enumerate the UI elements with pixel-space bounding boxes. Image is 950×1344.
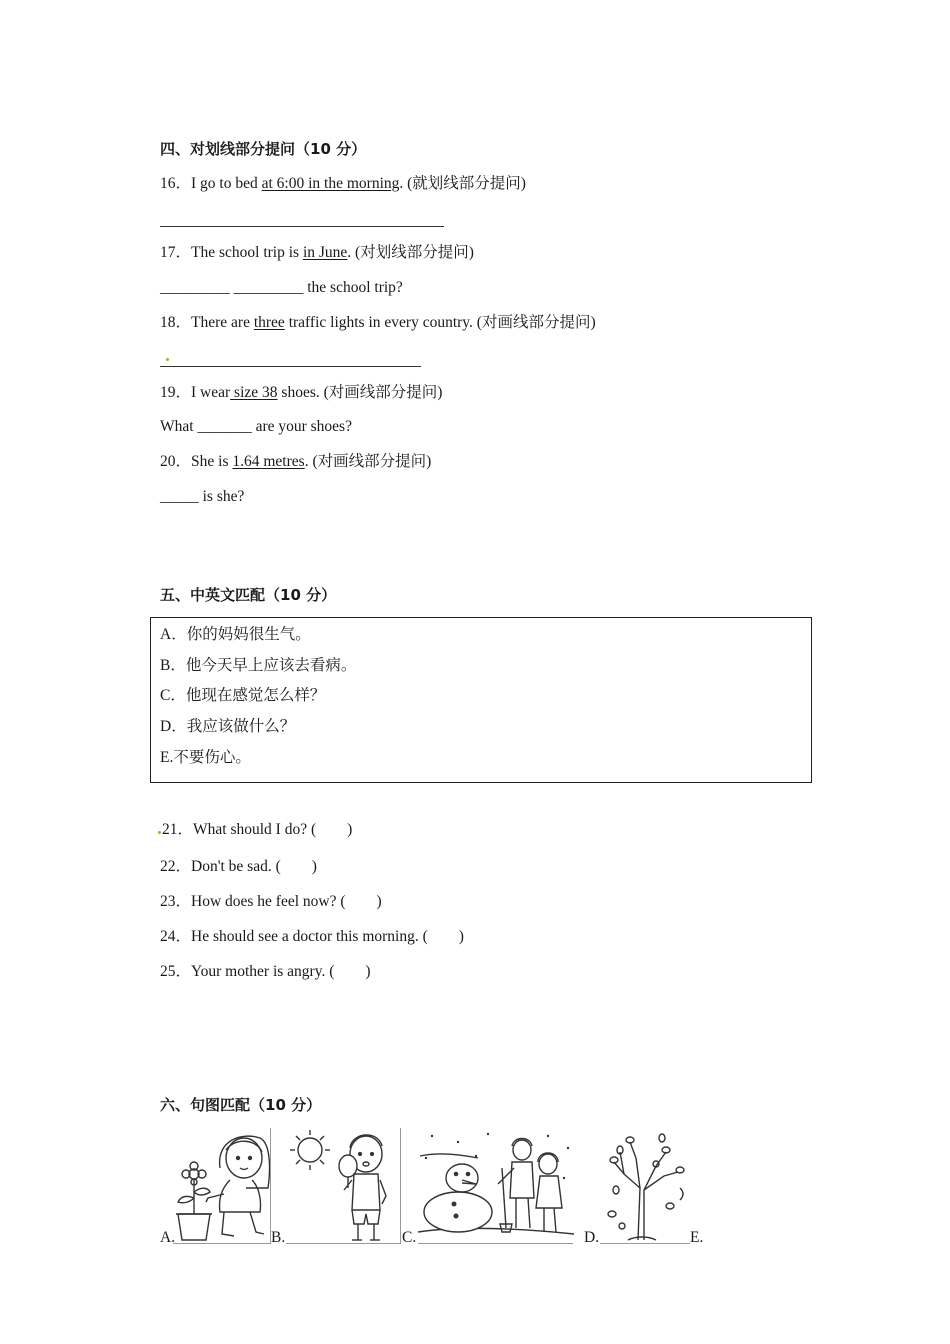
section-4-heading: 四、对划线部分提问（10 分） (160, 140, 367, 158)
question-instruction: . (对画线部分提问) (304, 453, 432, 470)
question-text: The school trip is (191, 244, 303, 261)
question-21: 21．What should I do? ( ) (162, 821, 353, 838)
picture-label-d: D. (584, 1229, 600, 1246)
question-instruction: . (对划线部分提问) (347, 244, 474, 261)
picture-label-b: B. (271, 1229, 286, 1246)
question-number: 20． (160, 453, 192, 470)
question-16 (160, 174, 526, 194)
stray-dot (158, 831, 161, 834)
answer-line-18[interactable] (160, 366, 421, 367)
question-instruction: . (就划线部分提问) (399, 175, 526, 192)
question-text: I go to bed (191, 175, 262, 192)
girl-watering-flower-picture (172, 1128, 272, 1246)
picture-label-e: E. (690, 1229, 704, 1246)
question-text: I wear (191, 384, 231, 401)
question-25: 25．Your mother is angry. ( ) (160, 963, 371, 980)
question-23: 23．How does he feel now? ( ) (160, 893, 382, 910)
section-6-heading: 六、句图匹配（10 分） (160, 1096, 322, 1114)
answer-20[interactable]: _____ is she? (160, 488, 245, 505)
question-24: 24．He should see a doctor this morning. ( ) (160, 928, 464, 945)
picture-label-a: A. (160, 1229, 176, 1246)
answer-19[interactable]: What _______ are your shoes? (160, 418, 352, 435)
question-instruction: traffic lights in every country. (对画线部分提问) (284, 314, 596, 331)
question-number: 18． (160, 314, 192, 331)
picture-d-baseline (600, 1243, 690, 1244)
boy-fanning-sun-picture (286, 1128, 402, 1246)
answer-17[interactable]: _________ _________ the school trip? (160, 279, 403, 296)
question-22: 22．Don't be sad. ( ) (160, 858, 317, 875)
question-20 (160, 452, 431, 472)
question-text: There are (191, 314, 254, 331)
question-text: She is (191, 453, 233, 470)
picture-divider (400, 1128, 401, 1244)
answer-line-16[interactable] (160, 226, 444, 227)
question-17 (160, 243, 474, 263)
question-number: 17． (160, 244, 192, 261)
option-c: C．他现在感觉怎么样？ (160, 687, 326, 704)
option-b: B．他今天早上应该去看病。 (160, 657, 357, 674)
question-19 (160, 383, 442, 403)
option-e: E.不要伤心。 (160, 749, 251, 766)
picture-c-baseline (418, 1243, 573, 1244)
picture-b-baseline (286, 1243, 400, 1244)
underlined-part: size 38 (230, 384, 278, 401)
autumn-tree-picture (600, 1128, 692, 1246)
underlined-part: in June (302, 244, 348, 261)
underlined-part: three (253, 314, 285, 331)
option-d: D．我应该做什么？ (160, 718, 296, 735)
question-18 (160, 313, 596, 333)
question-number: 19． (160, 384, 192, 401)
underlined-part: 1.64 metres (232, 453, 305, 470)
question-number: 16． (160, 175, 192, 192)
section-5-heading: 五、中英文匹配（10 分） (160, 586, 337, 604)
children-snowman-picture (418, 1128, 574, 1246)
option-a: A．你的妈妈很生气。 (160, 626, 311, 643)
picture-label-c: C. (402, 1229, 417, 1246)
picture-divider (270, 1128, 271, 1244)
stray-dot (166, 358, 169, 361)
picture-a-baseline (173, 1243, 270, 1244)
question-instruction: shoes. (对画线部分提问) (277, 384, 443, 401)
underlined-part: at 6:00 in the morning (261, 175, 400, 192)
options-box (150, 617, 812, 783)
